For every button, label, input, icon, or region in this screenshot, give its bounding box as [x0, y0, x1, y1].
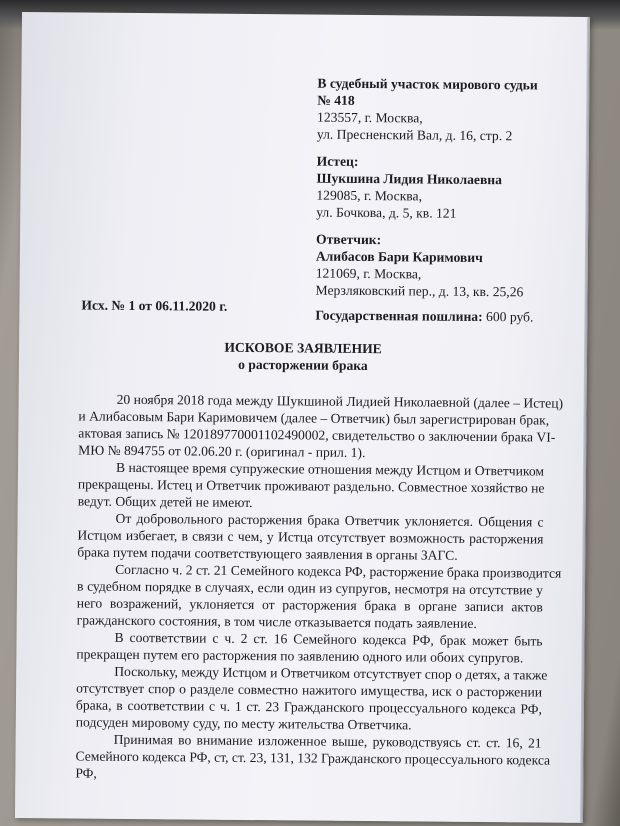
- body-line: брака, в соответствии с ч. 1 ст. 23 Гражданского процессуального кодекса РФ,: [75, 697, 543, 717]
- body-line: РФ,: [75, 765, 97, 781]
- defendant-address-2: Мерзляковский пер., д. 13, кв. 25,26: [315, 282, 524, 300]
- plaintiff-address-2: ул. Бочкова, д. 5, кв. 121: [316, 204, 457, 221]
- document-page: [15, 12, 590, 823]
- body-line: актовая запись № 120189770001102490002, свидетельство о заключении брака VI-: [78, 425, 556, 445]
- plaintiff-address-1: 129085, г. Москва,: [316, 187, 423, 204]
- body-line: гражданского состояния, в том числе отказывается подать заявление.: [76, 612, 477, 631]
- defendant-label: Ответчик:: [315, 231, 382, 248]
- body-line: и Алибасовым Бари Каримовичем (далее – Ответчик) был зарегистрирован брак,: [78, 408, 550, 428]
- page-edge: [580, 17, 590, 823]
- outgoing-reference: Исх. № 1 от 06.11.2020 г.: [81, 297, 228, 314]
- state-fee-value: 600 руб.: [486, 309, 534, 325]
- body-line: МЮ № 894755 от 02.06.20 г. (оригинал - прил. 1).: [78, 442, 366, 461]
- state-fee-label: Государственная пошлина:: [315, 307, 483, 325]
- body-line: От добровольного расторжения брака Ответчик уклоняется. Общения с: [115, 510, 544, 530]
- document-subtitle: о расторжении брака: [238, 356, 368, 374]
- document-title: ИСКОВОЕ ЗАЯВЛЕНИЕ: [224, 339, 382, 357]
- court-line-1: В судебный участок мирового судьи: [317, 75, 538, 93]
- defendant-name: Алибасов Бари Каримович: [315, 248, 483, 266]
- body-line: прекращены. Истец и Ответчик проживают раздельно. Совместное хозяйство не: [77, 476, 545, 496]
- body-line: Семейного кодекса РФ, ст, ст. 23, 131, 132 Гражданского процессуального кодекса: [75, 748, 551, 768]
- body-line: В соответствии с ч. 2 ст. 16 Семейного кодекса РФ, брак может быть: [114, 629, 543, 649]
- state-fee: [315, 307, 533, 326]
- court-line-2: № 418: [317, 92, 355, 108]
- body-line: В настоящее время супружеские отношения между Истцом и Ответчиком: [115, 459, 545, 479]
- body-line: 20 ноября 2018 года между Шукшиной Лидией Николаевной (далее – Истец): [116, 391, 564, 411]
- body-line: Принимая во внимание изложенное выше, руководствуясь ст. ст. 16, 21: [113, 731, 542, 751]
- court-address-2: ул. Пресненский Вал, д. 16, стр. 2: [316, 126, 513, 144]
- body-line: в судебном порядке в случаях, если один из супругов, несмотря на отсутствие у: [76, 578, 544, 598]
- body-line: Согласно ч. 2 ст. 21 Семейного кодекса РФ, расторжение брака производится: [115, 561, 562, 581]
- body-line: брака путем подачи соответствующего заявления в органы ЗАГС.: [77, 544, 458, 563]
- defendant-address-1: 121069, г. Москва,: [315, 265, 422, 282]
- body-line: прекращен путем его расторжения по заявлению одного или обоих супругов.: [76, 646, 524, 666]
- plaintiff-label: Истец:: [316, 153, 359, 169]
- body-line: подсуден мировому суду, по месту жительства Ответчика.: [75, 714, 412, 733]
- body-line: ведут. Общих детей не имеют.: [77, 493, 253, 511]
- court-address-1: 123557, г. Москва,: [317, 109, 423, 126]
- body-line: Поскольку, между Истцом и Ответчиком отсутствует спор о детях, а также: [114, 663, 548, 683]
- body-line: Истцом избегает, в связи с чем, у Истца отсутствует возможность расторжения: [77, 527, 544, 547]
- plaintiff-name: Шукшина Лидия Николаевна: [316, 170, 503, 188]
- body-line: него возражений, уклоняется от расторжения брака в органе записи актов: [76, 595, 543, 615]
- body-line: отсутствует спор о разделе совместно нажитого имущества, иск о расторжении: [76, 680, 543, 700]
